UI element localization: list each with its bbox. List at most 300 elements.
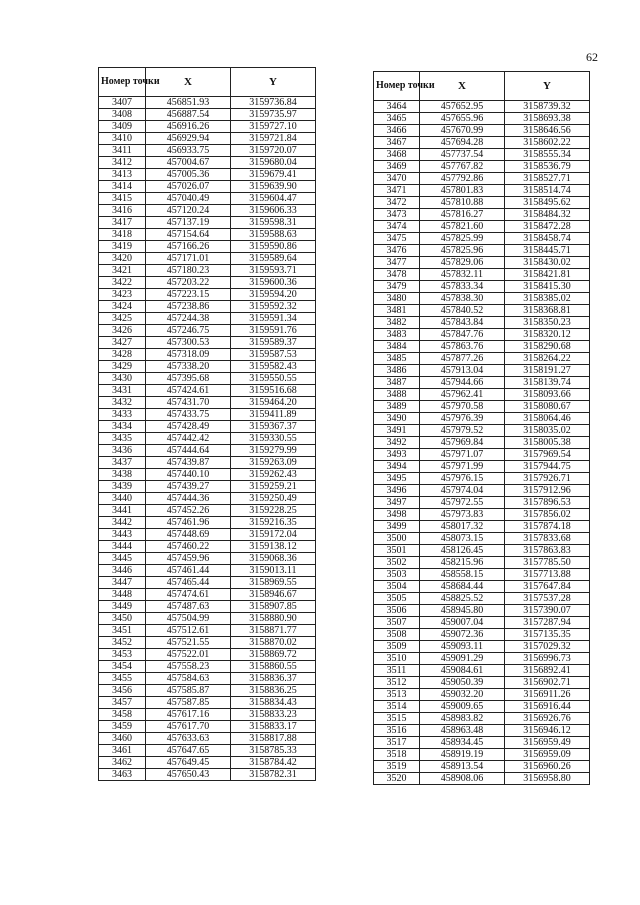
- point-number-cell: 3414: [99, 181, 146, 193]
- point-number-cell: 3411: [99, 145, 146, 157]
- x-coordinate-cell: 457972.55: [420, 497, 505, 509]
- point-number-cell: 3441: [99, 505, 146, 517]
- y-coordinate-cell: 3156926.76: [505, 713, 590, 725]
- point-number-cell: 3487: [374, 377, 420, 389]
- x-coordinate-cell: 457847.76: [420, 329, 505, 341]
- table-row: [99, 361, 316, 373]
- point-number-cell: 3451: [99, 625, 146, 637]
- x-coordinate-cell: 457459.96: [146, 553, 231, 565]
- point-number-cell: 3485: [374, 353, 420, 365]
- x-coordinate-cell: 457810.88: [420, 197, 505, 209]
- point-number-cell: 3417: [99, 217, 146, 229]
- x-coordinate-cell: 457244.38: [146, 313, 231, 325]
- table-row: [374, 533, 590, 545]
- y-coordinate-cell: 3158445.71: [505, 245, 590, 257]
- point-number-cell: 3409: [99, 121, 146, 133]
- y-coordinate-cell: 3159250.49: [231, 493, 316, 505]
- table-row: [374, 713, 590, 725]
- y-coordinate-cell: 3158907.85: [231, 601, 316, 613]
- x-coordinate-cell: 456929.94: [146, 133, 231, 145]
- table-row: [374, 689, 590, 701]
- x-coordinate-cell: 459072.36: [420, 629, 505, 641]
- x-coordinate-cell: 457440.10: [146, 469, 231, 481]
- point-number-cell: 3517: [374, 737, 420, 749]
- table-row: [374, 245, 590, 257]
- y-coordinate-cell: 3159588.63: [231, 229, 316, 241]
- x-coordinate-cell: 457120.24: [146, 205, 231, 217]
- x-coordinate-cell: 457040.49: [146, 193, 231, 205]
- y-coordinate-cell: 3158870.02: [231, 637, 316, 649]
- y-coordinate-cell: 3159068.36: [231, 553, 316, 565]
- x-coordinate-cell: 457976.15: [420, 473, 505, 485]
- x-coordinate-cell: 457444.64: [146, 445, 231, 457]
- x-coordinate-cell: 457431.70: [146, 397, 231, 409]
- point-number-cell: 3407: [99, 97, 146, 109]
- point-number-cell: 3428: [99, 349, 146, 361]
- y-coordinate-cell: 3157785.50: [505, 557, 590, 569]
- table-row: [374, 473, 590, 485]
- x-coordinate-cell: 457465.44: [146, 577, 231, 589]
- point-number-cell: 3515: [374, 713, 420, 725]
- point-number-cell: 3479: [374, 281, 420, 293]
- table-row: [99, 169, 316, 181]
- point-number-cell: 3458: [99, 709, 146, 721]
- y-coordinate-cell: 3159593.71: [231, 265, 316, 277]
- point-number-cell: 3483: [374, 329, 420, 341]
- point-number-cell: 3412: [99, 157, 146, 169]
- point-number-cell: 3430: [99, 373, 146, 385]
- table-row: [99, 193, 316, 205]
- y-coordinate-cell: 3157833.68: [505, 533, 590, 545]
- table-row: [374, 629, 590, 641]
- y-coordinate-cell: 3157863.83: [505, 545, 590, 557]
- point-number-cell: 3421: [99, 265, 146, 277]
- y-coordinate-cell: 3158035.02: [505, 425, 590, 437]
- x-coordinate-cell: 457816.27: [420, 209, 505, 221]
- x-coordinate-cell: 458934.45: [420, 737, 505, 749]
- table-row: [374, 257, 590, 269]
- y-coordinate-cell: 3157713.88: [505, 569, 590, 581]
- x-coordinate-cell: 457843.84: [420, 317, 505, 329]
- table-row: [374, 641, 590, 653]
- table-row: [374, 605, 590, 617]
- x-coordinate-cell: 457767.82: [420, 161, 505, 173]
- x-coordinate-cell: 457971.99: [420, 461, 505, 473]
- y-coordinate-cell: 3158005.38: [505, 437, 590, 449]
- table-row: [374, 569, 590, 581]
- table-row: [99, 493, 316, 505]
- x-coordinate-cell: 459007.04: [420, 617, 505, 629]
- table-row: [374, 545, 590, 557]
- table-row: [99, 397, 316, 409]
- table-row: [374, 161, 590, 173]
- y-coordinate-cell: 3157287.94: [505, 617, 590, 629]
- point-number-cell: 3464: [374, 101, 420, 113]
- table-row: [99, 157, 316, 169]
- point-number-cell: 3518: [374, 749, 420, 761]
- table-row: [374, 509, 590, 521]
- point-number-cell: 3419: [99, 241, 146, 253]
- table-row: [374, 761, 590, 773]
- point-number-cell: 3467: [374, 137, 420, 149]
- table-row: [99, 145, 316, 157]
- table-row: [99, 685, 316, 697]
- x-coordinate-cell: 457825.99: [420, 233, 505, 245]
- y-coordinate-cell: 3159228.25: [231, 505, 316, 517]
- y-coordinate-cell: 3158646.56: [505, 125, 590, 137]
- y-coordinate-cell: 3158368.81: [505, 305, 590, 317]
- x-coordinate-cell: 457792.86: [420, 173, 505, 185]
- point-number-cell: 3482: [374, 317, 420, 329]
- table-row: [374, 305, 590, 317]
- table-row: [99, 553, 316, 565]
- x-coordinate-cell: 457460.22: [146, 541, 231, 553]
- table-row: [99, 661, 316, 673]
- x-coordinate-cell: 457203.22: [146, 277, 231, 289]
- point-number-cell: 3520: [374, 773, 420, 785]
- y-coordinate-cell: 3158871.77: [231, 625, 316, 637]
- point-number-cell: 3475: [374, 233, 420, 245]
- x-coordinate-cell: 457461.44: [146, 565, 231, 577]
- point-number-cell: 3491: [374, 425, 420, 437]
- x-coordinate-cell: 457452.26: [146, 505, 231, 517]
- y-coordinate-cell: 3158320.12: [505, 329, 590, 341]
- x-coordinate-cell: 456916.26: [146, 121, 231, 133]
- table-row: [99, 301, 316, 313]
- table-row: [374, 113, 590, 125]
- table-row: [99, 697, 316, 709]
- y-coordinate-cell: 3159606.33: [231, 205, 316, 217]
- x-coordinate-cell: 459009.65: [420, 701, 505, 713]
- table-row: [99, 241, 316, 253]
- x-coordinate-cell: 457395.68: [146, 373, 231, 385]
- table-row: [99, 637, 316, 649]
- y-coordinate-cell: 3156958.80: [505, 773, 590, 785]
- table-row: [374, 317, 590, 329]
- x-coordinate-cell: 457487.63: [146, 601, 231, 613]
- point-number-cell: 3508: [374, 629, 420, 641]
- header-y: Y: [505, 72, 590, 101]
- x-coordinate-cell: 457913.04: [420, 365, 505, 377]
- point-number-cell: 3494: [374, 461, 420, 473]
- point-number-cell: 3460: [99, 733, 146, 745]
- table-row: [374, 185, 590, 197]
- y-coordinate-cell: 3156960.26: [505, 761, 590, 773]
- y-coordinate-cell: 3159411.89: [231, 409, 316, 421]
- table-row: [99, 601, 316, 613]
- y-coordinate-cell: 3158782.31: [231, 769, 316, 781]
- point-number-cell: 3469: [374, 161, 420, 173]
- table-row: [374, 173, 590, 185]
- table-row: [374, 293, 590, 305]
- point-number-cell: 3450: [99, 613, 146, 625]
- x-coordinate-cell: 457633.63: [146, 733, 231, 745]
- x-coordinate-cell: 457971.07: [420, 449, 505, 461]
- y-coordinate-cell: 3158784.42: [231, 757, 316, 769]
- y-coordinate-cell: 3159594.20: [231, 289, 316, 301]
- table-row: [374, 701, 590, 713]
- point-number-cell: 3468: [374, 149, 420, 161]
- x-coordinate-cell: 457584.63: [146, 673, 231, 685]
- x-coordinate-cell: 457428.49: [146, 421, 231, 433]
- y-coordinate-cell: 3157390.07: [505, 605, 590, 617]
- y-coordinate-cell: 3157896.53: [505, 497, 590, 509]
- point-number-cell: 3478: [374, 269, 420, 281]
- table-row: [99, 481, 316, 493]
- y-coordinate-cell: 3158969.55: [231, 577, 316, 589]
- x-coordinate-cell: 457840.52: [420, 305, 505, 317]
- table-row: [99, 721, 316, 733]
- table-row: [374, 353, 590, 365]
- table-row: [374, 341, 590, 353]
- x-coordinate-cell: 458684.44: [420, 581, 505, 593]
- x-coordinate-cell: 458908.06: [420, 773, 505, 785]
- y-coordinate-cell: 3158527.71: [505, 173, 590, 185]
- table-row: [374, 377, 590, 389]
- y-coordinate-cell: 3159591.34: [231, 313, 316, 325]
- point-number-cell: 3433: [99, 409, 146, 421]
- x-coordinate-cell: 459093.11: [420, 641, 505, 653]
- y-coordinate-cell: 3156892.41: [505, 665, 590, 677]
- y-coordinate-cell: 3159172.04: [231, 529, 316, 541]
- y-coordinate-cell: 3158834.43: [231, 697, 316, 709]
- x-coordinate-cell: 458919.19: [420, 749, 505, 761]
- table-row: [374, 197, 590, 209]
- y-coordinate-cell: 3158080.67: [505, 401, 590, 413]
- point-number-cell: 3500: [374, 533, 420, 545]
- point-number-cell: 3447: [99, 577, 146, 589]
- point-number-cell: 3490: [374, 413, 420, 425]
- x-coordinate-cell: 457877.26: [420, 353, 505, 365]
- y-coordinate-cell: 3159679.41: [231, 169, 316, 181]
- table-row: [99, 769, 316, 781]
- point-number-cell: 3507: [374, 617, 420, 629]
- point-number-cell: 3420: [99, 253, 146, 265]
- x-coordinate-cell: 457617.16: [146, 709, 231, 721]
- y-coordinate-cell: 3158495.62: [505, 197, 590, 209]
- table-row: [374, 209, 590, 221]
- x-coordinate-cell: 458558.15: [420, 569, 505, 581]
- x-coordinate-cell: 457180.23: [146, 265, 231, 277]
- y-coordinate-cell: 3158514.74: [505, 185, 590, 197]
- point-number-cell: 3519: [374, 761, 420, 773]
- table-row: [374, 425, 590, 437]
- point-number-cell: 3432: [99, 397, 146, 409]
- x-coordinate-cell: 458825.52: [420, 593, 505, 605]
- point-number-cell: 3424: [99, 301, 146, 313]
- point-number-cell: 3480: [374, 293, 420, 305]
- table-row: [99, 373, 316, 385]
- point-number-cell: 3440: [99, 493, 146, 505]
- header-x: X: [420, 72, 505, 101]
- point-number-cell: 3459: [99, 721, 146, 733]
- y-coordinate-cell: 3157135.35: [505, 629, 590, 641]
- point-number-cell: 3446: [99, 565, 146, 577]
- point-number-cell: 3462: [99, 757, 146, 769]
- table-row: [99, 277, 316, 289]
- x-coordinate-cell: 457833.34: [420, 281, 505, 293]
- coordinates-table-right: [373, 71, 590, 785]
- x-coordinate-cell: 457300.53: [146, 337, 231, 349]
- table-row: [374, 137, 590, 149]
- x-coordinate-cell: 457821.60: [420, 221, 505, 233]
- point-number-cell: 3477: [374, 257, 420, 269]
- y-coordinate-cell: 3159727.10: [231, 121, 316, 133]
- x-coordinate-cell: 457166.26: [146, 241, 231, 253]
- table-row: [99, 709, 316, 721]
- x-coordinate-cell: 457522.01: [146, 649, 231, 661]
- point-number-cell: 3499: [374, 521, 420, 533]
- y-coordinate-cell: 3158064.46: [505, 413, 590, 425]
- header-y: Y: [231, 68, 316, 97]
- table-row: [99, 289, 316, 301]
- point-number-cell: 3496: [374, 485, 420, 497]
- x-coordinate-cell: 457461.96: [146, 517, 231, 529]
- y-coordinate-cell: 3158555.34: [505, 149, 590, 161]
- y-coordinate-cell: 3158191.27: [505, 365, 590, 377]
- x-coordinate-cell: 457223.15: [146, 289, 231, 301]
- y-coordinate-cell: 3159721.84: [231, 133, 316, 145]
- y-coordinate-cell: 3157029.32: [505, 641, 590, 653]
- y-coordinate-cell: 3158602.22: [505, 137, 590, 149]
- point-number-cell: 3426: [99, 325, 146, 337]
- x-coordinate-cell: 457655.96: [420, 113, 505, 125]
- x-coordinate-cell: 457439.87: [146, 457, 231, 469]
- table-header-row: [374, 72, 590, 101]
- y-coordinate-cell: 3159550.55: [231, 373, 316, 385]
- x-coordinate-cell: 459091.29: [420, 653, 505, 665]
- x-coordinate-cell: 457944.66: [420, 377, 505, 389]
- y-coordinate-cell: 3157537.28: [505, 593, 590, 605]
- x-coordinate-cell: 458215.96: [420, 557, 505, 569]
- y-coordinate-cell: 3159590.86: [231, 241, 316, 253]
- x-coordinate-cell: 457832.11: [420, 269, 505, 281]
- x-coordinate-cell: 459084.61: [420, 665, 505, 677]
- y-coordinate-cell: 3158869.72: [231, 649, 316, 661]
- y-coordinate-cell: 3158860.55: [231, 661, 316, 673]
- table-row: [99, 217, 316, 229]
- table-row: [374, 593, 590, 605]
- point-number-cell: 3429: [99, 361, 146, 373]
- table-row: [99, 445, 316, 457]
- x-coordinate-cell: 457137.19: [146, 217, 231, 229]
- x-coordinate-cell: 457439.27: [146, 481, 231, 493]
- y-coordinate-cell: 3158415.30: [505, 281, 590, 293]
- y-coordinate-cell: 3159604.47: [231, 193, 316, 205]
- point-number-cell: 3492: [374, 437, 420, 449]
- table-row: [374, 773, 590, 785]
- table-row: [374, 581, 590, 593]
- x-coordinate-cell: 456933.75: [146, 145, 231, 157]
- point-number-cell: 3504: [374, 581, 420, 593]
- point-number-cell: 3448: [99, 589, 146, 601]
- table-row: [99, 457, 316, 469]
- point-number-cell: 3486: [374, 365, 420, 377]
- point-number-cell: 3461: [99, 745, 146, 757]
- x-coordinate-cell: 457838.30: [420, 293, 505, 305]
- point-number-cell: 3463: [99, 769, 146, 781]
- x-coordinate-cell: 457587.85: [146, 697, 231, 709]
- table-row: [99, 181, 316, 193]
- point-number-cell: 3425: [99, 313, 146, 325]
- point-number-cell: 3438: [99, 469, 146, 481]
- x-coordinate-cell: 457617.70: [146, 721, 231, 733]
- table-row: [374, 233, 590, 245]
- x-coordinate-cell: 457585.87: [146, 685, 231, 697]
- x-coordinate-cell: 457521.55: [146, 637, 231, 649]
- y-coordinate-cell: 3158421.81: [505, 269, 590, 281]
- table-row: [99, 589, 316, 601]
- y-coordinate-cell: 3158093.66: [505, 389, 590, 401]
- y-coordinate-cell: 3158290.68: [505, 341, 590, 353]
- y-coordinate-cell: 3159735.97: [231, 109, 316, 121]
- table-row: [99, 529, 316, 541]
- point-number-cell: 3453: [99, 649, 146, 661]
- table-row: [99, 577, 316, 589]
- y-coordinate-cell: 3157874.18: [505, 521, 590, 533]
- x-coordinate-cell: 459032.20: [420, 689, 505, 701]
- y-coordinate-cell: 3159138.12: [231, 541, 316, 553]
- y-coordinate-cell: 3158833.23: [231, 709, 316, 721]
- x-coordinate-cell: 457246.75: [146, 325, 231, 337]
- y-coordinate-cell: 3159216.35: [231, 517, 316, 529]
- y-coordinate-cell: 3159600.36: [231, 277, 316, 289]
- point-number-cell: 3514: [374, 701, 420, 713]
- y-coordinate-cell: 3157647.84: [505, 581, 590, 593]
- y-coordinate-cell: 3156911.26: [505, 689, 590, 701]
- y-coordinate-cell: 3159680.04: [231, 157, 316, 169]
- point-number-cell: 3506: [374, 605, 420, 617]
- x-coordinate-cell: 457649.45: [146, 757, 231, 769]
- table-row: [99, 613, 316, 625]
- y-coordinate-cell: 3158739.32: [505, 101, 590, 113]
- y-coordinate-cell: 3156959.49: [505, 737, 590, 749]
- table-row: [99, 121, 316, 133]
- point-number-cell: 3476: [374, 245, 420, 257]
- point-number-cell: 3410: [99, 133, 146, 145]
- point-number-cell: 3465: [374, 113, 420, 125]
- point-number-cell: 3442: [99, 517, 146, 529]
- y-coordinate-cell: 3158836.25: [231, 685, 316, 697]
- table-row: [374, 389, 590, 401]
- x-coordinate-cell: 457512.61: [146, 625, 231, 637]
- y-coordinate-cell: 3157856.02: [505, 509, 590, 521]
- table-row: [374, 677, 590, 689]
- table-row: [374, 221, 590, 233]
- y-coordinate-cell: 3158785.33: [231, 745, 316, 757]
- point-number-cell: 3454: [99, 661, 146, 673]
- y-coordinate-cell: 3156946.12: [505, 725, 590, 737]
- point-number-cell: 3452: [99, 637, 146, 649]
- table-row: [99, 517, 316, 529]
- x-coordinate-cell: 457448.69: [146, 529, 231, 541]
- point-number-cell: 3502: [374, 557, 420, 569]
- table-row: [99, 229, 316, 241]
- table-row: [99, 349, 316, 361]
- y-coordinate-cell: 3158264.22: [505, 353, 590, 365]
- x-coordinate-cell: 457338.20: [146, 361, 231, 373]
- x-coordinate-cell: 457979.52: [420, 425, 505, 437]
- y-coordinate-cell: 3158836.37: [231, 673, 316, 685]
- point-number-cell: 3431: [99, 385, 146, 397]
- point-number-cell: 3498: [374, 509, 420, 521]
- x-coordinate-cell: 457238.86: [146, 301, 231, 313]
- table-row: [374, 329, 590, 341]
- x-coordinate-cell: 458073.15: [420, 533, 505, 545]
- x-coordinate-cell: 457863.76: [420, 341, 505, 353]
- table-row: [374, 149, 590, 161]
- point-number-cell: 3427: [99, 337, 146, 349]
